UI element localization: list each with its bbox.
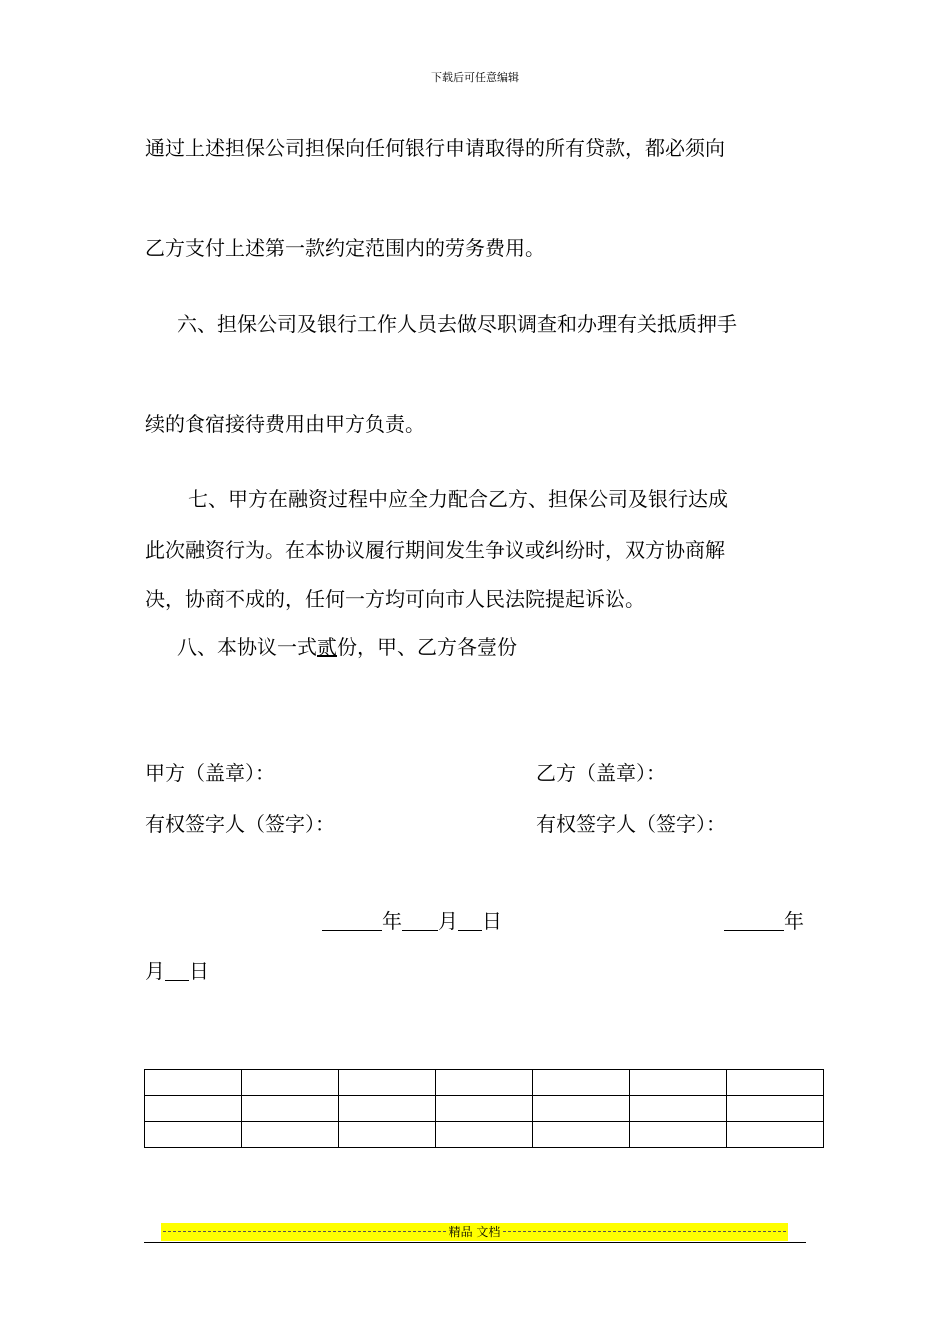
party-b-date-month-day [145,959,209,983]
table-cell [727,1122,824,1148]
footer-highlight-bar [161,1223,788,1241]
year-blank [322,912,382,931]
month-blank [402,912,438,931]
clause-6-line-1: 六、担保公司及银行工作人员去做尽职调查和办理有关抵质押手 [177,312,737,336]
month-label: 月 [145,959,165,983]
year-blank [724,912,784,931]
page-header: 下载后可任意编辑 [431,71,519,84]
table-cell [630,1122,727,1148]
paragraph-5-line-2: 乙方支付上述第一款约定范围内的劳务费用。 [145,236,545,260]
table-cell [339,1122,436,1148]
table-cell [727,1096,824,1122]
table-cell [339,1096,436,1122]
paragraph-5-line-1: 通过上述担保公司担保向任何银行申请取得的所有贷款，都必须向 [145,136,725,160]
table-cell [242,1096,339,1122]
day-blank [458,912,482,931]
year-label: 年 [784,909,804,933]
table-cell [242,1122,339,1148]
clause-7-line-2: 此次融资行为。在本协议履行期间发生争议或纠纷时，双方协商解 [145,538,725,562]
day-label: 日 [482,909,502,933]
clause-8-prefix: 八、本协议一式 [177,635,317,659]
table-cell [533,1070,630,1096]
year-label: 年 [382,909,402,933]
table-row [145,1070,824,1096]
party-b-seal-label: 乙方（盖章）： [536,761,666,785]
table-cell [242,1070,339,1096]
table-cell [630,1096,727,1122]
empty-table [144,1069,824,1148]
day-blank [165,962,189,981]
footer-label-wrap [161,1224,788,1240]
party-b-date-year [724,909,804,933]
clause-7-line-3: 决，协商不成的，任何一方均可向市人民法院提起诉讼。 [145,587,645,611]
footer-rule [144,1242,806,1243]
clause-8 [177,635,517,659]
clause-6-line-2: 续的食宿接待费用由甲方负责。 [145,412,425,436]
party-a-seal-label: 甲方（盖章）： [145,761,275,785]
day-label: 日 [189,959,209,983]
clause-7-line-1: 七、甲方在融资过程中应全力配合乙方、担保公司及银行达成 [188,487,728,511]
table-cell [339,1070,436,1096]
table-cell [533,1096,630,1122]
party-a-signer-label: 有权签字人（签字）： [145,812,335,836]
clause-8-suffix: 份，甲、乙方各壹份 [337,635,517,659]
table-cell [727,1070,824,1096]
table-row [145,1122,824,1148]
table-cell [436,1122,533,1148]
table-cell [436,1096,533,1122]
table-row [145,1096,824,1122]
table-cell [630,1070,727,1096]
copy-count: 贰 [317,635,337,659]
footer-label: 精品 文档 [448,1225,501,1239]
table-cell [533,1122,630,1148]
party-b-signer-label: 有权签字人（签字）： [536,812,726,836]
table-cell [145,1070,242,1096]
table-cell [145,1122,242,1148]
party-a-date [322,909,502,933]
table-cell [436,1070,533,1096]
month-label: 月 [438,909,458,933]
table-cell [145,1096,242,1122]
